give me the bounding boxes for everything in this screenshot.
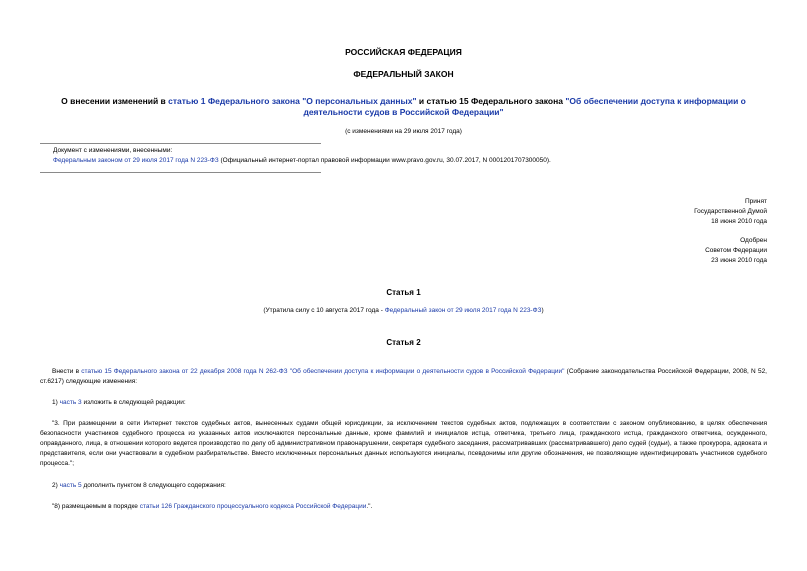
article2-quote2 bbox=[40, 502, 767, 512]
item2-suffix: дополнить пунктом 8 следующего содержания: bbox=[81, 482, 226, 489]
article1-heading: Статья 1 bbox=[386, 288, 421, 297]
amendments-box bbox=[53, 146, 773, 166]
item2-link-part5[interactable]: часть 5 bbox=[59, 482, 82, 489]
title-link-court-information-law[interactable]: "Об обеспечении доступа к информации о деятельности судов в Российской Федерации" bbox=[303, 96, 746, 117]
title-middle: и статью 15 Федерального закона bbox=[416, 96, 566, 106]
adoption-line1: Принят bbox=[744, 198, 767, 205]
quote2-link-gpk-126[interactable]: статьи 126 Гражданского процессуального кодекса Российской Федерации bbox=[139, 503, 367, 510]
approval-block bbox=[705, 236, 767, 266]
item2-prefix: 2) bbox=[52, 482, 60, 489]
quote2-prefix: "8) размещаемым в порядке bbox=[52, 503, 140, 510]
article2-heading: Статья 2 bbox=[386, 338, 421, 347]
amendment-source: (Официальный интернет-портал правовой информации www.pravo.gov.ru, 30.07.2017, N 0001201707300050). bbox=[218, 157, 551, 164]
document-title bbox=[40, 96, 767, 118]
article2-intro-link-title[interactable]: "Об обеспечении доступа к информации о деятельности судов в Российской Федерации" bbox=[289, 368, 565, 375]
article2-intro-prefix: Внести в bbox=[52, 368, 82, 375]
approval-line3: 23 июня 2010 года bbox=[711, 257, 767, 264]
article1-note bbox=[0, 307, 807, 314]
approval-line2: Советом Федерации bbox=[705, 247, 767, 254]
article2-intro-suffix: (Собрание законодательства Российской Федерации, 2008, N 52, ст.6217) следующие изменения: bbox=[40, 368, 767, 385]
article2-item1 bbox=[40, 398, 767, 408]
law-type-heading: ФЕДЕРАЛЬНЫЙ ЗАКОН bbox=[353, 69, 454, 79]
adoption-line3: 18 июня 2010 года bbox=[711, 218, 767, 225]
article1-note-link[interactable]: Федеральный закон от 29 июля 2017 года N 223-ФЗ bbox=[384, 307, 542, 314]
divider-bottom bbox=[40, 172, 321, 173]
edition-note: (с изменениями на 29 июля 2017 года) bbox=[345, 128, 462, 135]
title-prefix: О внесении изменений в bbox=[61, 96, 169, 106]
article2-intro-link-262fz[interactable]: статью 15 Федерального закона от 22 декабря 2008 года N 262-ФЗ bbox=[81, 368, 288, 375]
article1-note-suffix: ) bbox=[541, 307, 544, 314]
item1-suffix: изложить в следующей редакции: bbox=[81, 399, 186, 406]
adoption-line2: Государственной Думой bbox=[694, 208, 767, 215]
adoption-block bbox=[694, 197, 767, 227]
article2-quote1: "3. При размещении в сети Интернет текстов судебных актов, вынесенных судами общей юрисдикции, за исключением текстов судебных актов, подлежащих в соответствии с законом опубликованию, в целях обеспечения безопасности участников судебного процесса из указанных актов исключаются персональные данные, кроме фамилий и инициалов истца, ответчика, третьего лица, гражданского истца, гражданского ответчика, осужденного, оправданного, лица, в отношении которого ведется производство по делу об административном правонарушении, секретаря судебного заседания, рассматривавших (рассматривавшего) дело судей (судьи), а также прокурора, адвоката и представителя, если они участвовали в судебном разбирательстве. Вместо исключенных персональных данных используются инициалы, псевдонимы или другие обозначения, не позволяющие идентифицировать участников судебного процесса."; bbox=[40, 420, 767, 467]
approval-line1: Одобрен bbox=[740, 237, 767, 244]
amendment-link-223fz[interactable]: Федеральным законом от 29 июля 2017 года N 223-ФЗ bbox=[53, 157, 219, 164]
title-link-personal-data-law[interactable]: статью 1 Федерального закона "О персональных данных" bbox=[168, 96, 417, 106]
article2-item2 bbox=[40, 481, 767, 491]
article2-intro bbox=[40, 367, 767, 387]
item1-link-part3[interactable]: часть 3 bbox=[59, 399, 82, 406]
quote2-suffix: .". bbox=[366, 503, 373, 510]
country-heading: РОССИЙСКАЯ ФЕДЕРАЦИЯ bbox=[345, 47, 462, 57]
amendments-label: Документ с изменениями, внесенными: bbox=[53, 147, 173, 154]
item1-prefix: 1) bbox=[52, 399, 60, 406]
article1-note-prefix: (Утратила силу с 10 августа 2017 года - bbox=[263, 307, 385, 314]
amendments-line bbox=[53, 156, 773, 166]
divider-top bbox=[40, 143, 321, 144]
